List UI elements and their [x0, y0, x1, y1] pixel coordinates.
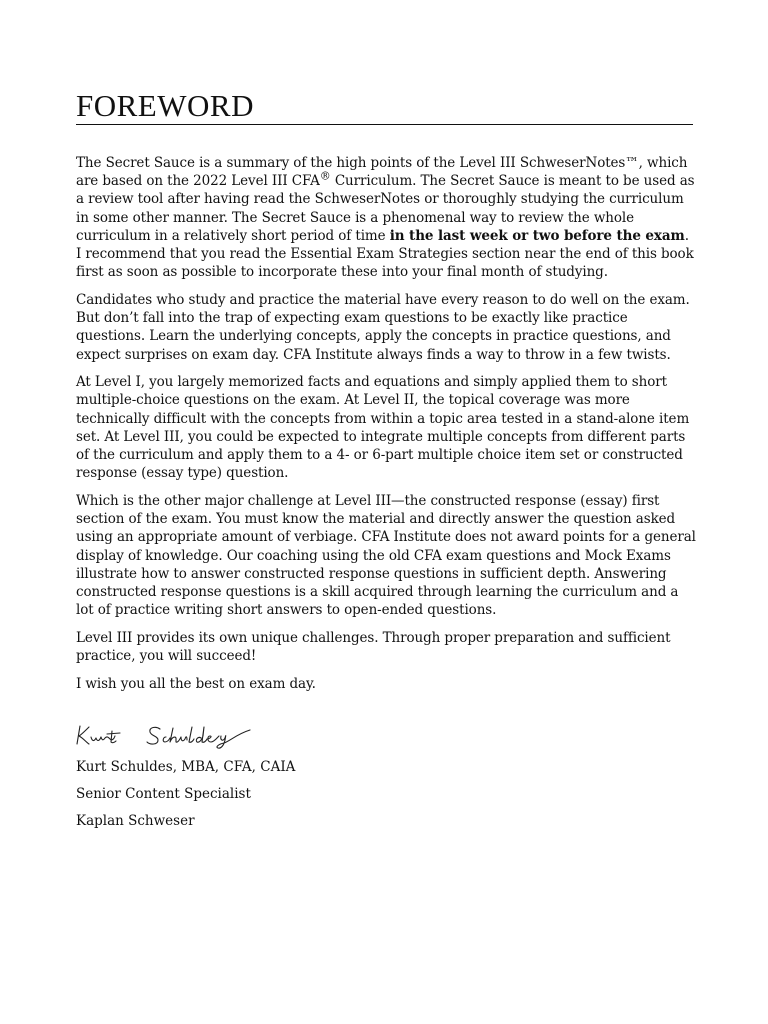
signer-name: Kurt Schuldes, MBA, CFA, CAIA [76, 759, 296, 775]
signer-company: Kaplan Schweser [76, 813, 195, 829]
paragraph-1-emphasis: in the last week or two before the exam [389, 227, 685, 244]
foreword-body [76, 154, 696, 702]
paragraph-4: Which is the other major challenge at Level III—the constructed response (essay) first section of the exam. You must know the material and directly answer the question asked using an appropriate amount of verbiage. CFA Institute does not award points for a general display of knowledge. Our coaching using the old CFA exam questions and Mock Exams illustrate how to answer constructed response questions in sufficient depth. Answering constructed response questions is a skill acquired through learning the curriculum and a lot of practice writing short answers to open-ended questions. [76, 492, 696, 619]
paragraph-1 [76, 154, 696, 281]
paragraph-1-text-a: The Secret Sauce is a summary of the high points of the Level III SchweserNotes™, which are based on the 2022 Level III CFA [76, 155, 688, 190]
paragraph-3: At Level I, you largely memorized facts and equations and simply applied them to short multiple-choice questions on the exam. At Level II, the topical coverage was more technically difficult with the concepts from within a topic area tested in a stand-alone item set. At Level III, you could be expected to integrate multiple concepts from different parts of the curriculum and apply them to a 4- or 6-part multiple choice item set or constructed response (essay type) question. [76, 374, 690, 482]
paragraph-6: I wish you all the best on exam day. [76, 675, 316, 692]
paragraph-2: Candidates who study and practice the material have every reason to do well on the exam. But don’t fall into the trap of expecting exam questions to be exactly like practice questions. Learn the underlying concepts, apply the concepts in practice questions, and expect surprises on exam day. CFA Institute always finds a way to throw in a few twists. [76, 291, 690, 363]
handwritten-signature [74, 722, 264, 750]
page-title: FOREWORD [76, 88, 254, 123]
registered-mark: ® [319, 169, 331, 183]
paragraph-5: Level III provides its own unique challenges. Through proper preparation and sufficient practice, you will succeed! [76, 629, 671, 665]
paragraph-1-text-c: . I recommend that you read the Essential Exam Strategies section near the end of this book first as soon as possible to incorporate these into your final month of studying. [76, 227, 694, 281]
signer-title: Senior Content Specialist [76, 786, 251, 802]
title-underline [76, 124, 693, 125]
paragraph-1-text-b: Curriculum. The Secret Sauce is meant to be used as a review tool after having read the SchweserNotes or thoroughly studying the curriculum in some other manner. The Secret Sauce is a phenomenal way to review the whole curriculum in a relatively short period of time [76, 173, 695, 244]
signature-block [76, 758, 295, 839]
